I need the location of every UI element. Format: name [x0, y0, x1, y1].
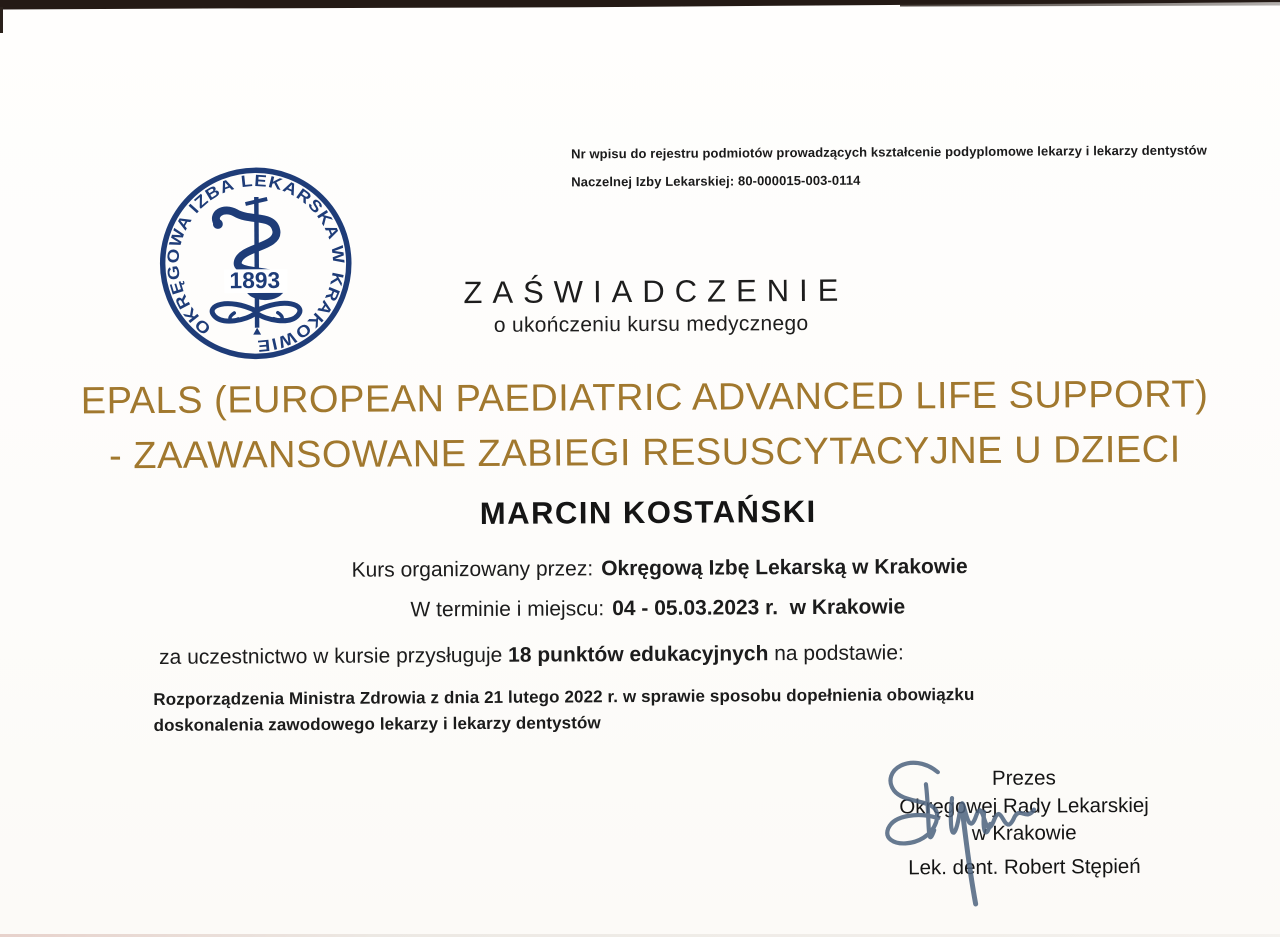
- registry-line-2: Naczelnej Izby Lekarskiej: 80-000015-003-0114: [571, 172, 861, 190]
- registry-line-1: Nr wpisu do rejestru podmiotów prowadzących kształcenie podyplomowe lekarzy i lekarzy dentystów: [571, 142, 1207, 162]
- organizer-value: Okręgową Izbę Lekarską w Krakowie: [601, 555, 968, 581]
- points-prefix: za uczestnictwo w kursie przysługuje: [159, 643, 503, 669]
- participant-name: MARCIN KOSTAŃSKI: [479, 493, 817, 531]
- document-subtitle: o ukończeniu kursu medycznego: [493, 311, 809, 337]
- signer-name: Lek. dent. Robert Stępień: [908, 854, 1141, 879]
- points-value: 18 punktów edukacyjnych: [508, 642, 769, 667]
- course-title-line-2: - ZAAWANSOWANE ZABIEGI RESUSCYTACYJNE U DZIECI: [108, 428, 1181, 478]
- document-title: ZAŚWIADCZENIE: [463, 272, 849, 311]
- registry-note: [571, 142, 1251, 189]
- organizer-line: [351, 555, 967, 583]
- signer-title: Prezes: [991, 766, 1056, 790]
- scanner-mark-left: [0, 7, 3, 33]
- organizer-label: Kurs organizowany przez:: [351, 557, 594, 582]
- seal-ring-text: OKRĘGOWA IZBA LEKARSKA W KRAKOWIE: [164, 171, 348, 355]
- signer-city: w Krakowie: [971, 821, 1077, 845]
- points-line: [159, 641, 904, 670]
- date-place-label: W terminie i miejscu:: [410, 597, 605, 622]
- medical-chamber-seal: [156, 164, 355, 363]
- handwritten-signature: [864, 747, 1095, 908]
- date-place-line: [410, 595, 905, 622]
- date-place-value: 04 - 05.03.2023 r. w Krakowie: [612, 595, 906, 621]
- course-title-line-1: EPALS (EUROPEAN PAEDIATRIC ADVANCED LIFE SUPPORT): [80, 373, 1209, 423]
- signer-org: Okręgowej Rady Lekarskiej: [899, 793, 1149, 818]
- legal-basis: Rozporządzenia Ministra Zdrowia z dnia 21 lutego 2022 r. w sprawie sposobu dopełnienia obowiązku doskonalenia zawodowego lekarzy i lekarzy dentystów: [153, 684, 975, 735]
- seal-year: 1893: [229, 266, 281, 294]
- seal-icon: [156, 164, 355, 363]
- points-suffix: na podstawie:: [774, 641, 904, 666]
